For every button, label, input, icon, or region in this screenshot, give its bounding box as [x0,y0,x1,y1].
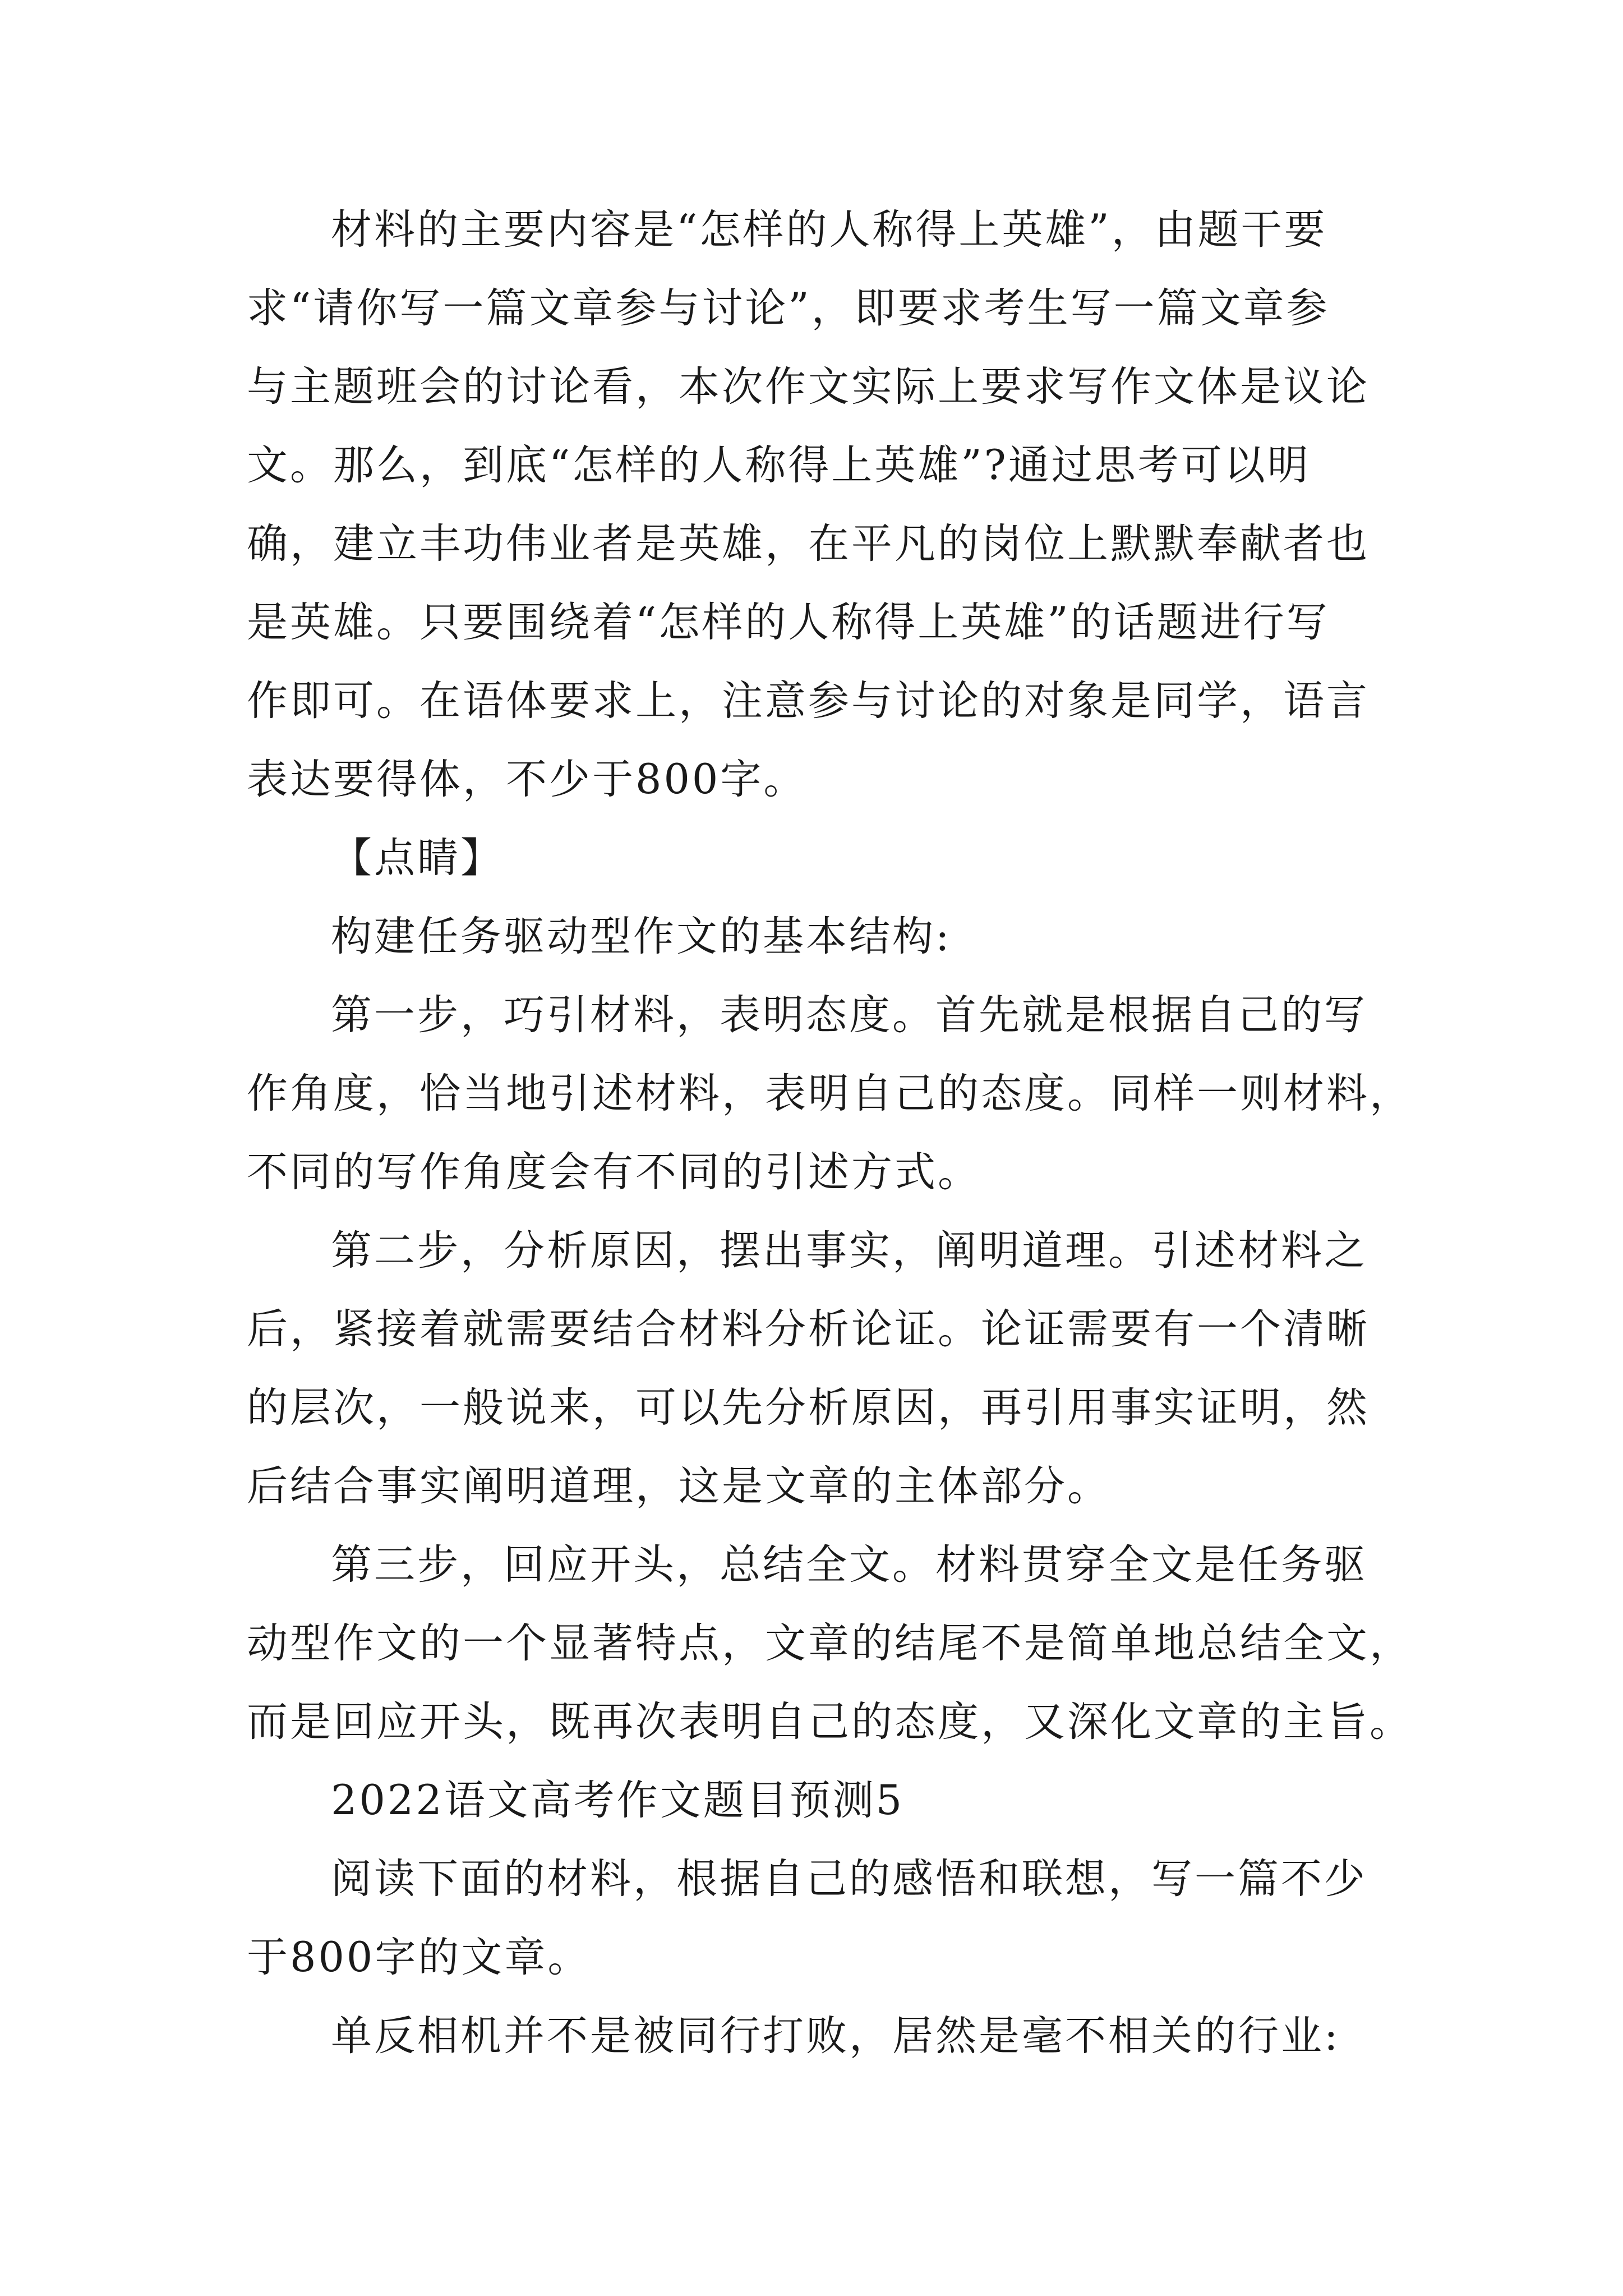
paragraph-line: 后，紧接着就需要结合材料分析论证。论证需要有一个清晰 [247,1305,1370,1353]
paragraph-line: 阅读下面的材料，根据自己的感悟和联想，写一篇不少 [331,1855,1367,1903]
paragraph-line: 材料的主要内容是“怎样的人称得上英雄”，由题干要 [331,206,1327,254]
paragraph-line: 第二步，分析原因，摆出事实，阐明道理。引述材料之 [331,1227,1367,1274]
paragraph-line: 求“请你写一篇文章参与讨论”，即要求考生写一篇文章参 [247,284,1330,332]
section-title: 2022语文高考作文题目预测5 [331,1777,905,1824]
paragraph-line: 与主题班会的讨论看，本次作文实际上要求写作文体是议论 [247,363,1370,411]
paragraph-line: 后结合事实阐明道理，这是文章的主体部分。 [247,1462,1110,1510]
paragraph-line: 是英雄。只要围绕着“怎样的人称得上英雄”的话题进行写 [247,599,1330,646]
paragraph-line: 表达要得体，不少于800字。 [247,756,807,803]
paragraph-line: 作角度，恰当地引述材料，表明自己的态度。同样一则材料， [247,1070,1413,1117]
paragraph-line: 第一步，巧引材料，表明态度。首先就是根据自己的写 [331,991,1367,1039]
paragraph-line: 文。那么，到底“怎样的人称得上英雄”?通过思考可以明 [247,441,1311,489]
paragraph-line: 动型作文的一个显著特点，文章的结尾不是简单地总结全文， [247,1619,1413,1667]
paragraph-line: 作即可。在语体要求上，注意参与讨论的对象是同学，语言 [247,677,1370,725]
paragraph-line: 而是回应开头，既再次表明自己的态度，又深化文章的主旨。 [247,1698,1413,1746]
paragraph-line: 不同的写作角度会有不同的引述方式。 [247,1148,981,1196]
section-heading: 【点睛】 [331,834,504,882]
paragraph-line: 单反相机并不是被同行打败，居然是毫不相关的行业: [331,2012,1340,2060]
paragraph-line: 确，建立丰功伟业者是英雄，在平凡的岗位上默默奉献者也 [247,520,1370,568]
paragraph-line: 第三步，回应开头，总结全文。材料贯穿全文是任务驱 [331,1541,1367,1589]
paragraph-line: 于800字的文章。 [247,1934,591,1981]
paragraph-line: 构建任务驱动型作文的基本结构: [331,913,952,960]
paragraph-line: 的层次，一般说来，可以先分析原因，再引用事实证明，然 [247,1384,1370,1432]
